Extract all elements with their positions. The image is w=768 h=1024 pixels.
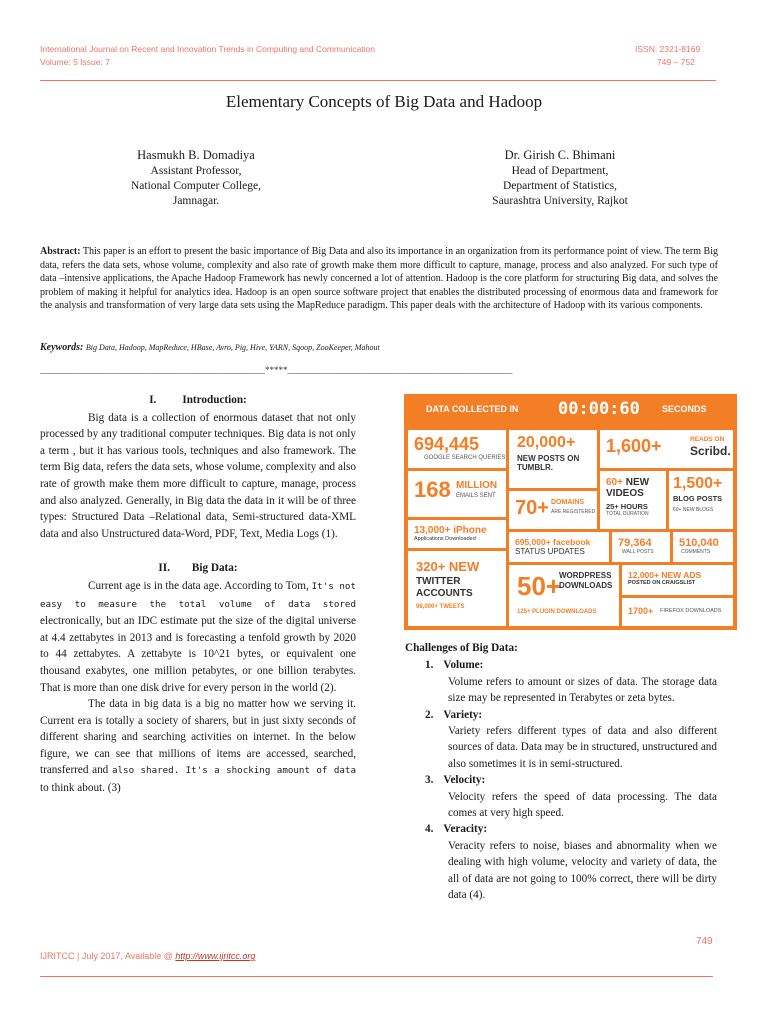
stat-label: 60+ NEW BLOGS xyxy=(673,507,714,513)
keywords-text: Big Data, Hadoop, MapReduce, HBase, Avro, Pig, Hive, YARN, Sqoop, ZooKeeper, Mahout xyxy=(85,343,380,352)
author-affiliation: National Computer College, xyxy=(131,180,261,192)
infographic-title xyxy=(404,394,737,426)
stat-tumblr xyxy=(509,430,597,488)
footer-link[interactable]: http://www.ijritcc.org xyxy=(175,951,256,961)
stat-unit: BLOG POSTS xyxy=(673,494,723,503)
stat-facebook xyxy=(509,532,609,562)
bigdata-p1-text: Current age is in the data age. According to Tom, xyxy=(88,579,309,592)
abstract xyxy=(40,245,718,313)
item-number: 3. xyxy=(425,774,434,787)
stat-label: TOTAL DURATION xyxy=(606,511,649,517)
stat-value: 1700+ xyxy=(628,606,654,616)
stat-label: READS ON xyxy=(690,436,725,443)
stat-value: 168 xyxy=(414,477,451,502)
item-title: Variety: xyxy=(443,708,483,721)
item-title: Volume: xyxy=(443,659,484,672)
stat-value: 20,000+ xyxy=(517,434,576,451)
stat-value: 694,445 xyxy=(414,434,480,454)
paper-title: Elementary Concepts of Big Data and Hadoop xyxy=(225,92,543,111)
stat-value: 60+ xyxy=(606,477,623,488)
stat-emails xyxy=(408,471,506,517)
author-affiliation: Saurashtra University, Rajkot xyxy=(492,195,628,207)
page-range: 749 – 752 xyxy=(657,57,695,67)
stat-google xyxy=(408,430,506,468)
item-text: Veracity refers to noise, biases and abnormality when we dealing with high volume, velocity and variety of data, the all of data are not going to 100% correct, there will be dirty data (4). xyxy=(448,839,717,902)
stat-unit: NEW VIDEOS xyxy=(606,477,650,499)
item-text: Variety refers different types of data and also different sources of data. Data may be in structured, unstructured and also sometimes it is in semi-structured. xyxy=(448,725,717,770)
author-name: Dr. Girish C. Bhimani xyxy=(504,148,616,162)
bigdata-p2-text: The data in big data is a big no matter how we serving it. Current era is totally a society of sharers, but in just sixty seconds of different sharing and searching activities on internet. In the below figure, we can see that millions of items are accessed, searched, transferred and xyxy=(40,698,356,777)
page-number: 749 xyxy=(696,936,713,947)
keywords xyxy=(40,342,718,353)
stat-value: 1,600+ xyxy=(606,436,662,456)
author-affiliation: Department of Statistics, xyxy=(502,180,618,192)
stat-label: ARE REGISTERED xyxy=(551,509,596,515)
item-title: Veracity: xyxy=(443,823,488,836)
stat-value: 70+ xyxy=(515,497,549,519)
footer-text: IJRITCC | July 2017, Available @ xyxy=(40,951,176,961)
challenge-item xyxy=(405,657,717,706)
bigdata-paragraph-2 xyxy=(40,696,356,797)
stat-label: FIREFOX DOWNLOADS xyxy=(660,608,722,614)
abstract-label: Abstract: xyxy=(40,246,81,257)
abstract-text: This paper is an effort to present the basic importance of Big Data and also its importance in an organization from its performance point of view. The term Big data, refers the data sets, whose volume, complexity and also rate of growth make them more difficult to capture, manage, process and also analyzed. For such type of data –intensive applications, the Apache Hadoop Framework has newly concerned a lot of attention. Hadoop is the core platform for structuring Big data, and solves the problem of making it helpful for analytics idea. Hadoop is an open source software project that enables the distributed processing of enormous data and framework for the analysis and transformation of very large data sets using the MapReduce paradigm. This paper deals with the architecture of Hadoop with its various components. xyxy=(40,246,718,311)
stat-label: 98,000+ TWEETS xyxy=(416,604,465,610)
bigdata-heading xyxy=(40,560,356,577)
item-number: 2. xyxy=(425,708,434,721)
infographic-timer: 00:00:60 xyxy=(558,399,640,419)
stat-label: Applications Downloaded xyxy=(414,536,476,542)
infographic-title-prefix: DATA COLLECTED IN xyxy=(426,404,519,414)
stat-label: STATUS UPDATES xyxy=(515,547,585,556)
bigdata-heading-num: II. xyxy=(158,562,170,575)
stat-label: WALL POSTS xyxy=(622,549,654,555)
stat-unit: DOMAINS xyxy=(551,499,585,506)
stat-value: 510,040 xyxy=(679,537,719,549)
intro-heading-text: Introduction: xyxy=(182,394,247,406)
journal-name: International Journal on Recent and Innovation Trends in Computing and Communication xyxy=(40,44,376,54)
bigdata-heading-text: Big Data: xyxy=(191,562,238,575)
stat-value: 13,000+ iPhone xyxy=(414,525,487,536)
stat-value: 79,364 xyxy=(618,537,652,549)
infographic-title-suffix: SECONDS xyxy=(662,404,707,414)
stat-blogs xyxy=(669,471,733,529)
stat-twitter xyxy=(408,551,506,626)
challenge-item xyxy=(405,772,717,821)
bigdata-p1-quote: It's not easy to measure the total volume of data stored xyxy=(40,580,356,610)
author-affiliation: Jamnagar. xyxy=(172,195,220,207)
stat-value: 1,500+ xyxy=(673,475,723,492)
intro-heading-num: I. xyxy=(149,394,157,406)
journal-volume: Volume: 5 Issue: 7 xyxy=(40,57,110,67)
author-affiliation: Head of Department, xyxy=(511,165,609,177)
item-number: 4. xyxy=(425,823,434,836)
stat-label: EMAILS SENT xyxy=(456,493,496,499)
challenges-section xyxy=(405,640,717,904)
issn: ISSN: 2321-8169 xyxy=(635,44,701,54)
bigdata-p1-text-cont: electronically, but an IDC estimate put the size of the digital universe at 4.4 zettabytes in 2013 and is forecasting a tenfold growth by 2020 to 44 zettabytes. A zettabyte is 10^21 bytes, or equivalent one thousand exabytes, one million petabytes, or one billion terabytes. That is more than one disk drive for every person in the world (2). xyxy=(40,615,356,694)
scribd-logo: Scribd. xyxy=(690,444,731,458)
bigdata-paragraph-1 xyxy=(40,578,356,696)
header-rule xyxy=(40,80,716,81)
challenge-item xyxy=(405,821,717,903)
stat-unit: MILLION xyxy=(456,480,498,491)
stat-scribd xyxy=(600,430,733,468)
stat-firefox xyxy=(622,598,733,626)
keywords-label: Keywords: xyxy=(40,342,84,353)
author-name: Hasmukh B. Domadiya xyxy=(137,148,255,162)
left-column xyxy=(40,392,356,797)
item-text: Volume refers to amount or sizes of data. The storage data size may be represented in Terabytes or zeta bytes. xyxy=(448,675,717,705)
author-block-2 xyxy=(460,148,660,209)
stat-label: GOOGLE SEARCH QUERIES xyxy=(424,455,506,461)
section-separator: __________________________________________________*****__________________________________________________ xyxy=(40,365,513,375)
challenge-item xyxy=(405,707,717,773)
stat-unit: WORDPRESS DOWNLOADS xyxy=(559,571,613,590)
item-text: Velocity refers the speed of data processing. The data comes at very high speed. xyxy=(448,790,717,820)
stat-videos xyxy=(600,471,666,529)
item-number: 1. xyxy=(425,659,434,672)
stat-value: 695,000+ facebook xyxy=(515,537,591,547)
stat-iphone xyxy=(408,520,506,548)
author-affiliation: Assistant Professor, xyxy=(150,165,242,177)
item-title: Velocity: xyxy=(443,774,486,787)
data-per-minute-infographic xyxy=(404,394,737,630)
stat-label: POSTED ON CRAIGSLIST xyxy=(628,580,696,586)
stat-unit: TWITTER ACCOUNTS xyxy=(416,576,473,599)
stat-value: 50+ xyxy=(517,571,562,601)
stat-domains xyxy=(509,491,597,529)
bigdata-p2-text-cont: to think about. (3) xyxy=(40,782,121,795)
stat-label: NEW POSTS ON TUMBLR. xyxy=(517,454,580,472)
author-block-1 xyxy=(96,148,296,209)
stat-value: 320+ NEW xyxy=(416,559,480,574)
stat-craigslist xyxy=(622,565,733,595)
intro-heading xyxy=(40,392,356,409)
stat-label: 125+ PLUGIN DOWNLOADS xyxy=(517,609,597,615)
stat-comments xyxy=(673,532,733,562)
stat-label: COMMENTS xyxy=(681,549,711,555)
footer xyxy=(40,951,255,961)
stat-wordpress xyxy=(509,565,619,626)
stat-value: 12,000+ NEW ADS xyxy=(628,570,702,580)
challenges-heading: Challenges of Big Data: xyxy=(405,642,518,654)
stat-wall-posts xyxy=(612,532,670,562)
stat-sub: 25+ HOURS xyxy=(606,502,648,511)
footer-rule xyxy=(40,976,713,977)
intro-paragraph: Big data is a collection of enormous dataset that not only processed by any traditional computer techniques. Big data is not only a term , but it has various tools, techniques and also framework. The term Big data, refers the data sets, whose volume, complexity and also rate of growth make them more difficult to capture, manage, process and also analyzed. Generally, in Big data the data in it will be of three types: Structured Data –Relational data, Semi-structured data-XML data and also Unstructured data-Word, PDF, Text, Media Logs (1). xyxy=(40,411,356,540)
bigdata-p2-quote: also shared. It's a shocking amount of data xyxy=(111,765,356,777)
